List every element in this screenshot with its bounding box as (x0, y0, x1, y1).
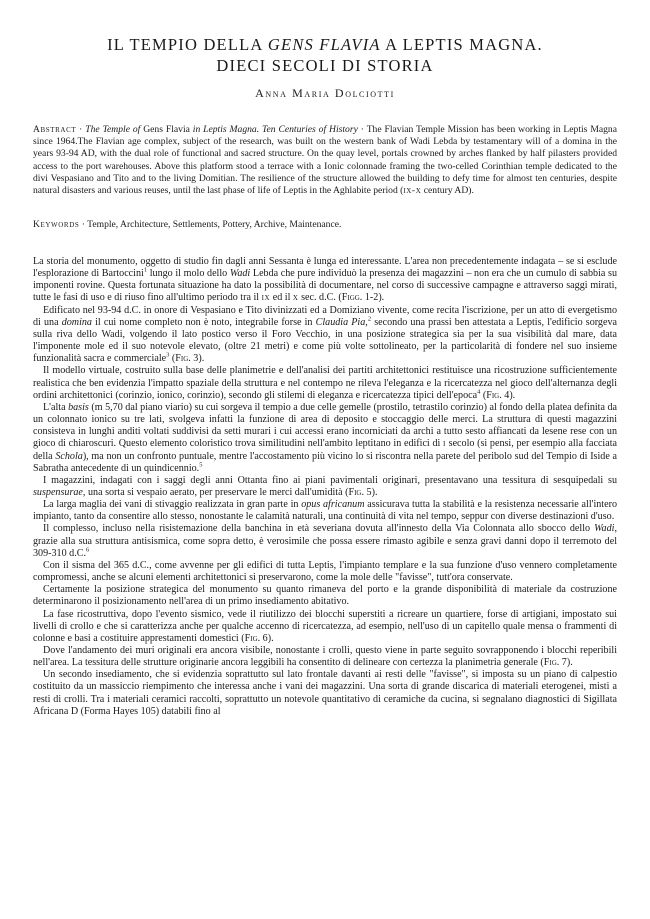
paragraph-6: La larga maglia dei vani di stivaggio realizzata in gran parte in opus africanum assicurava tutta la stabilità e la resistenza necessarie all'intero impianto, tanto da consentire allo stesso, nonostante le calamità naturali, una continuità di vita nel tempo, seppur con diverse destinazioni d'uso. (33, 499, 617, 523)
paragraph-11: Dove l'andamento dei muri originali era ancora visibile, nonostante i crolli, questo viene in parte seguito sovrapponendo i blocchi reperibili nell'area. La tessitura delle strutture originarie ancora leggibili ha consentito di delineare con certezza la planimetria generale (Fig. 7). (33, 645, 617, 669)
paragraph-5: I magazzini, indagati con i saggi degli anni Ottanta fino ai piani pavimentali originari, presentavano una tessitura di sesquipedali su suspensurae, una sorta si vespaio aerato, per preservare le merci dall'umidità (Fig. 5). (33, 474, 617, 498)
author-name: Anna Maria Dolciotti (255, 86, 395, 100)
paragraph-2: Edificato nel 93-94 d.C. in onore di Vespasiano e Tito divinizzati ed a Domiziano vivente, come recita l'iscrizione, per un atto di evergetismo di una domina il cui nome completo non è noto, integrabile forse in Claudia Pia,$^2$ secondo una prassi ben attestata a Leptis, l'edificio sorgeva sulla riva dello Wadi, volgendo il lato postico verso il Foro Vecchio, in una posizione strategica sia per la sua visibilità dal mare, data l'imponente mole ed il suo notevole elevato, (oltre 21 metri) e come più volte sottolineato, per la particolarità di fondere nel suo insieme funzionalità sacra e commerciale$^3$ (Fig. 3). (33, 304, 617, 365)
paragraph-9: Certamente la posizione strategica del monumento su quanto rimaneva del porto e la grande disponibilità di materiale da costruzione determinarono il posizionamento nell'area di un primo insediamento abitativo. (33, 584, 617, 608)
paragraph-1: La storia del monumento, oggetto di studio fin dagli anni Sessanta è lunga ed interessante. L'area non precedentemente indagata – se si esclude l'esplorazione di Bartoccini$^1$ lungo il molo dello Wadi Lebda che pure individuò la presenza dei magazzini – non era che un cumulo di sabbia su imponenti rovine. Questa fortunata situazione ha dato la possibilità di documentare, nel corso di successive campagne e attraverso saggi mirati, tutte le fasi di uso e di riuso fino all'ultimo periodo tra il ix ed il x sec. d.C. (Figg. 1-2). (33, 256, 617, 304)
footnote-ref[interactable]: 2 (367, 315, 372, 323)
footnote-ref[interactable]: 1 (143, 266, 148, 274)
paragraph-4: L'alta basis (m 5,70 dal piano viario) su cui sorgeva il tempio a due celle gemelle (prostilo, tetrastilo corinzio) al fondo della platea definita da un colonnato ionico su tre lati, svolgeva infatti la funzione di area di deposito e stoccaggio delle merci. La struttura di questi magazzini consisteva in lunghi anditi voltati suddivisi da setti murari i cui accessi erano incorniciati da archi a tutto sesto affiancati da lesene rese con un gioco di chiaroscuri. Questo elemento coloristico trova similitudini nell'ambito leptitano in edifici di i secolo (si pensi, per esempio alla facciata della Schola), ma non un confronto puntuale, mentre l'accostamento più vicino lo si riscontra nella parete del peribolo sud del Tempio di Iside a Sabratha antecedente di un quindicennio.$^5$ (33, 401, 618, 474)
paragraph-12: Un secondo insediamento, che si evidenzia soprattutto sul lato frontale davanti ai resti delle "favisse", si imposta su un piano di calpestio costituito da un massiccio riempimento che interessa anche i vani dei magazzini. Una sorta di grande discarica di materiali eterogenei, misti a resti di crolli. Tra i materiali ceramici raccolti, soprattutto un notevole quantitativo di ceramiche da cucina, si segnalano diagnostici di Sigillata Africana D (Forma Hayes 105) databili fino al (33, 669, 617, 717)
title-line-2: DIECI SECOLI DI STORIA (216, 56, 434, 75)
footnote-ref[interactable]: 5 (199, 461, 203, 469)
keywords (33, 219, 617, 231)
abstract-label: Abstract (33, 124, 77, 135)
keywords-label: Keywords (33, 219, 80, 230)
abstract-heading: The Temple of Gens Flavia in Leptis Magna. Ten Centuries of History (85, 124, 358, 135)
footnote-ref[interactable]: 6 (86, 546, 90, 554)
paragraph-7: Il complesso, incluso nella risistemazione della banchina in età severiana dovuta all'innesto della Via Colonnata allo sbocco dello Wadi, grazie alla sua struttura antisismica, come sopra detto, è verosimile che possa essere rimasto agibile e senza gravi danni dopo il terremoto del 309-310 d.C.$^6$ (33, 523, 617, 559)
figure-ref[interactable]: Fig. 5 (348, 486, 372, 498)
figure-ref[interactable]: Fig. 7 (543, 657, 567, 669)
abstract-text: · The Flavian Temple Mission has been working in Leptis Magna since 1964.The Flavian age complex, subject of the research, was built on the western bank of Wadi Lebda by testamentary will of a domina in the years 93-94 AD, with the dual role of functional and sacred structure. On the quay level, portals crowned by arches flanked by half pilasters provided access to the port warehouses. Above this platform stood a terrace with a Ionic colonnade framing the two-celled Corinthian temple dedicated to the divi Vespasiano and Tito and to the living Domitian. The resilience of the structure allowed the building to defy time for almost ten centuries, despite natural disasters and various reuses, until the last phase of life of Leptis in the Aghlabite period ( (33, 124, 617, 197)
figure-ref[interactable]: Fig. 6 (244, 632, 268, 644)
footnote-ref[interactable]: 3 (166, 351, 170, 359)
figure-ref[interactable]: Fig. 3 (175, 353, 199, 365)
figure-ref[interactable]: Fig. 4 (486, 389, 510, 401)
paper-title (40, 34, 610, 76)
paragraph-10: La fase ricostruttiva, dopo l'evento sismico, vede il riutilizzo dei blocchi superstiti a ricreare un quartiere, forse di artigiani, impostato sui livelli di crollo e che si caratterizza anche per qualche accenno di ricercatezza, ad esempio, nell'uso di un capitello quale mensa o frammenti di colonne e basi a costituire apprestamenti domestici (Fig. 6). (33, 608, 617, 644)
footnote-ref[interactable]: 4 (477, 388, 481, 396)
title-italic: GENS FLAVIA (267, 35, 381, 54)
paragraph-3: Il modello virtuale, costruito sulla base delle planimetrie e dell'analisi dei partiti architettonici restituisce una ricostruzione sufficientemente realistica che ben evidenzia l'impatto spaziale della struttura e nel contempo ne rileva l'eleganza e la ricercatezza nel gioco dell'alternanza degli ordini architettonici (corinzio, ionico, corinzio), secondo gli stilemi di eleganza e ricercatezza tipici dell'epoca$^4$ (Fig. 4). (33, 365, 617, 401)
keywords-text: · Temple, Architecture, Settlements, Pottery, Archive, Maintenance. (79, 219, 342, 230)
paragraph-8: Con il sisma del 365 d.C., come avvenne per gli edifici di tutta Leptis, l'impianto templare e la sua funzione d'uso vennero completamente compromessi, anche se alcuni elementi architettonici si preservarono, come la mole delle "favisse", tutt'ora conservate. (33, 559, 617, 584)
title-line-1: IL TEMPIO DELLA GENS FLAVIA A LEPTIS MAGNA. (107, 35, 543, 54)
figure-ref[interactable]: Figg. 1-2 (341, 292, 379, 304)
article-body (33, 256, 617, 718)
abstract: Abstract · The Temple of Gens Flavia in Leptis Magna. Ten Centuries of History · The Flavian Temple Mission has been working in Leptis Magna since 1964.The Flavian age complex, subject of the research, was built on the western bank of Wadi Lebda by testamentary will of a domina in the years 93-94 AD, with the dual role of functional and sacred structure. On the quay level, portals crowned by arches flanked by half pilasters provided access to the port warehouses. Above this platform stood a terrace with a Ionic colonnade framing the two-celled Corinthian temple dedicated to the divi Vespasiano and Tito and to the living Domitian. The resilience of the structure allowed the building to defy time for almost ten centuries, despite natural disasters and various reuses, until the last phase of life of Leptis in the Aghlabite period (ix-x century AD). (33, 124, 617, 197)
